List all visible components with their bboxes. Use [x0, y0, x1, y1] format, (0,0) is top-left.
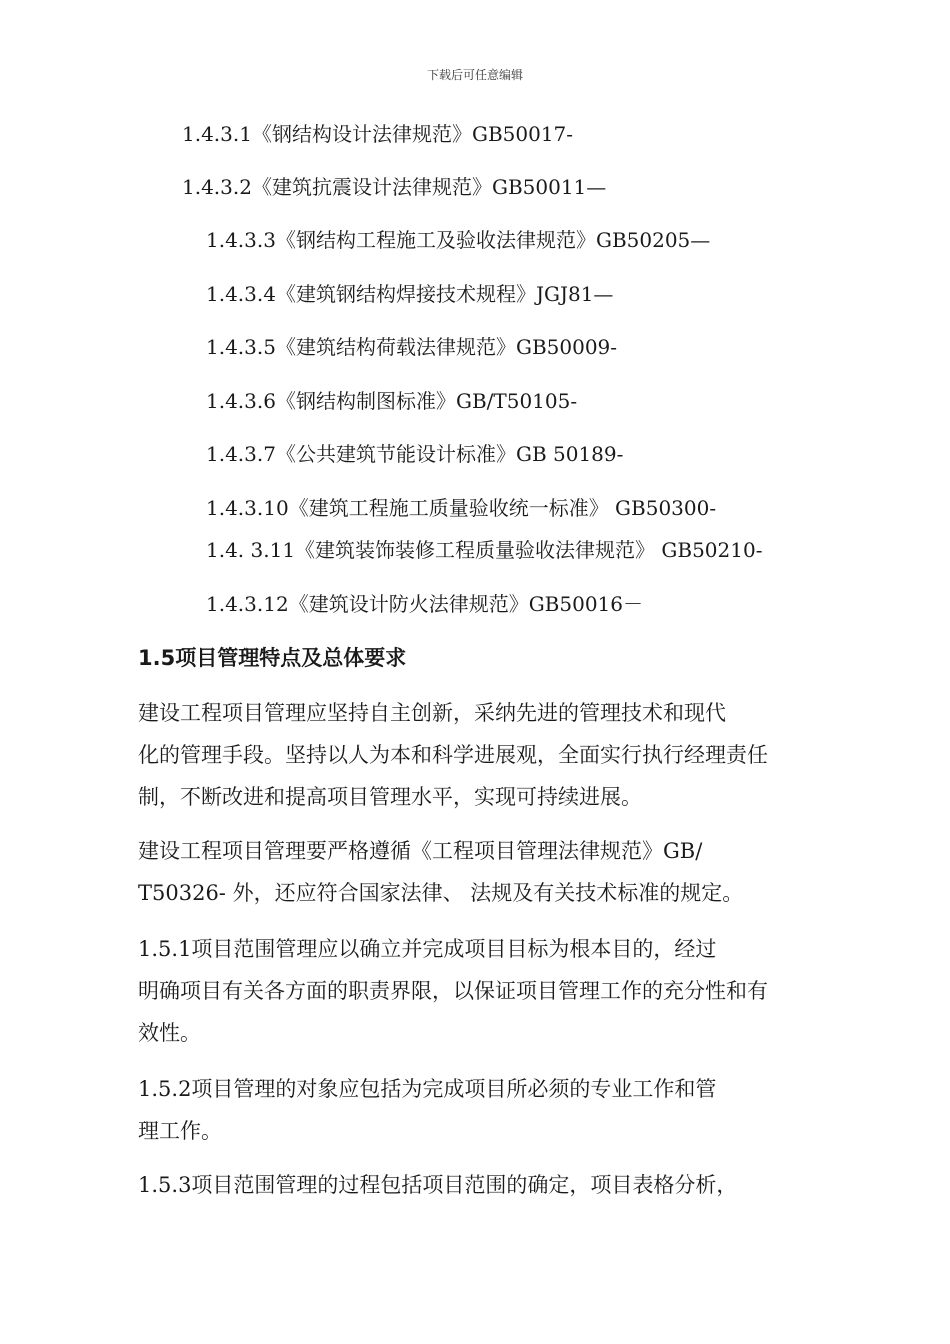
paragraph-line: 1.5.3项目范围管理的过程包括项目范围的确定，项目表格分析， [138, 1173, 738, 1197]
section-heading: 1.5项目管理特点及总体要求 [138, 646, 407, 670]
paragraph-5 [138, 1164, 838, 1206]
paragraph-line: 制，不断改进和提高项目管理水平，实现可持续进展。 [138, 785, 642, 809]
standard-item-10: 1.4.3.12《建筑设计防火法律规范》GB50016－ [206, 592, 643, 616]
paragraph-3 [138, 928, 838, 1054]
paragraph-line: T50326- 外，还应符合国家法律、 法规及有关技术标准的规定。 [138, 881, 744, 905]
paragraph-line: 建设工程项目管理应坚持自主创新，采纳先进的管理技术和现代 [138, 701, 726, 725]
standard-item-4: 1.4.3.4《建筑钢结构焊接技术规程》JGJ81— [206, 282, 614, 306]
paragraph-line: 1.5.2项目管理的对象应包括为完成项目所必须的专业工作和管 [138, 1077, 717, 1101]
paragraph-line: 1.5.1项目范围管理应以确立并完成项目目标为根本目的，经过 [138, 937, 717, 961]
paragraph-line: 明确项目有关各方面的职责界限，以保证项目管理工作的充分性和有 [138, 979, 768, 1003]
paragraph-2 [138, 830, 838, 914]
page-header-note: 下载后可任意编辑 [426, 68, 523, 82]
standard-item-3: 1.4.3.3《钢结构工程施工及验收法律规范》GB50205— [206, 228, 711, 252]
standard-item-8: 1.4.3.10《建筑工程施工质量验收统一标准》 GB50300- [206, 496, 717, 520]
standard-item-2: 1.4.3.2《建筑抗震设计法律规范》GB50011— [182, 175, 607, 199]
standard-item-5: 1.4.3.5《建筑结构荷载法律规范》GB50009- [206, 335, 618, 359]
standard-item-9: 1.4. 3.11《建筑装饰装修工程质量验收法律规范》 GB50210- [206, 538, 763, 562]
paragraph-line: 理工作。 [138, 1119, 222, 1143]
standard-item-1: 1.4.3.1《钢结构设计法律规范》GB50017- [182, 122, 574, 146]
paragraph-1 [138, 692, 838, 818]
paragraph-4 [138, 1068, 838, 1152]
paragraph-line: 化的管理手段。坚持以人为本和科学进展观，全面实行执行经理责任 [138, 743, 768, 767]
paragraph-line: 建设工程项目管理要严格遵循《工程项目管理法律规范》GB/ [138, 839, 703, 863]
standard-item-7: 1.4.3.7《公共建筑节能设计标准》GB 50189- [206, 442, 624, 466]
paragraph-line: 效性。 [138, 1021, 201, 1045]
standard-item-6: 1.4.3.6《钢结构制图标准》GB/T50105- [206, 389, 578, 413]
